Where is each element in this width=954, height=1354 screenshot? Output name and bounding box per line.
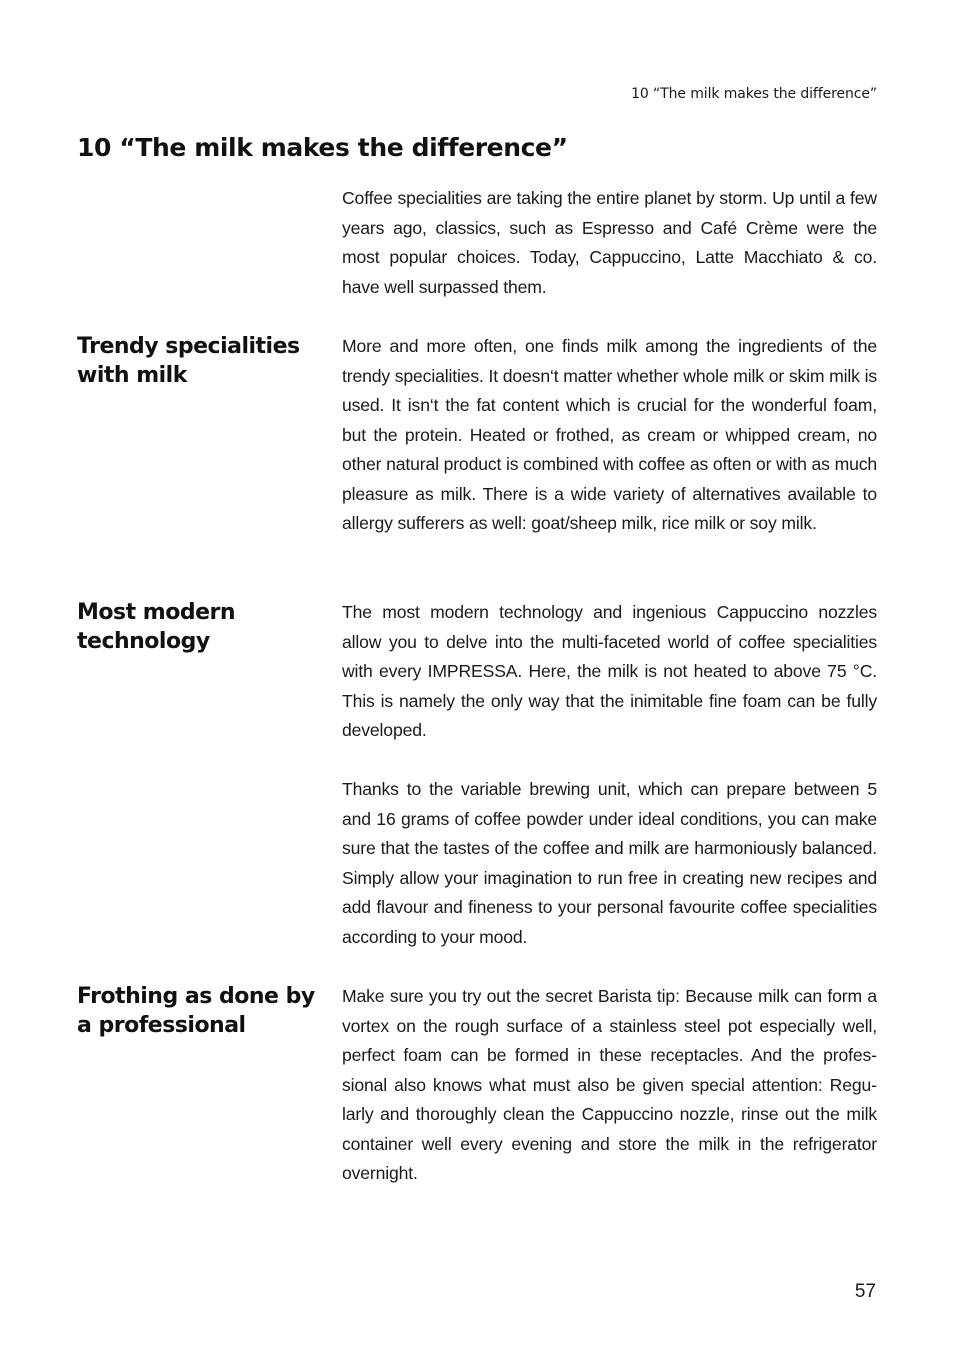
section-heading: Trendy specialities with milk [77, 334, 300, 388]
chapter-title: 10 “The milk makes the difference” [77, 133, 568, 162]
intro-paragraph: Coffee specialities are taking the entire planet by storm. Up until a few years ago, classics, such as Espresso and Café Crème were the most popular choices. Today, Cappuccino, Latte Macchiato & co. have well surpassed them. [342, 188, 877, 297]
page-number: 57 [854, 1281, 876, 1302]
running-header: 10 “The milk makes the difference” [631, 86, 877, 102]
section-paragraph: Thanks to the variable brewing unit, which can prepare between 5 and 16 grams of coffee powder under ideal conditions, you can make sure that the tastes of the coffee and milk are harmoniously balanced. Simply allow your imagination to run free in creating new recipes and add flavour and fineness to your personal favourite coffee specialities according to your mood. [342, 779, 877, 947]
section-paragraph: The most modern technology and ingenious Cappuccino nozzles allow you to delve into the multi-faceted world of coffee specialities with every IMPRESSA. Here, the milk is not heated to above 75 °C. This is namely the only way that the inimitable fine foam can be fully developed. [342, 602, 877, 740]
section-heading: Most modern technology [77, 600, 235, 654]
section-paragraph: More and more often, one finds milk among the ingredients of the trendy specialities. It doesn‘t matter whether whole milk or skim milk is used. It isn‘t the fat content which is crucial for the wonderful foam, but the protein. Heated or frothed, as cream or whipped cream, no other natural product is combined with coffee as often or with as much pleasure as milk. There is a wide variety of alternatives available to allergy sufferers as well: goat/sheep milk, rice milk or soy milk. [342, 336, 877, 533]
section-body [342, 982, 877, 1189]
section-body [342, 332, 877, 539]
section-paragraph: Make sure you try out the secret Barista tip: Because milk can form a vortex on the rough surface of a stainless steel pot especially well, perfect foam can be formed in these receptacles. And the professional also knows what must also be given special attention: Regularly and thoroughly clean the Cappuccino nozzle, rinse out the milk container well every evening and store the milk in the refrigerator overnight. [342, 986, 877, 1183]
section-heading: Frothing as done by a professional [77, 984, 315, 1038]
intro-body [342, 184, 877, 302]
section-body [342, 598, 877, 952]
